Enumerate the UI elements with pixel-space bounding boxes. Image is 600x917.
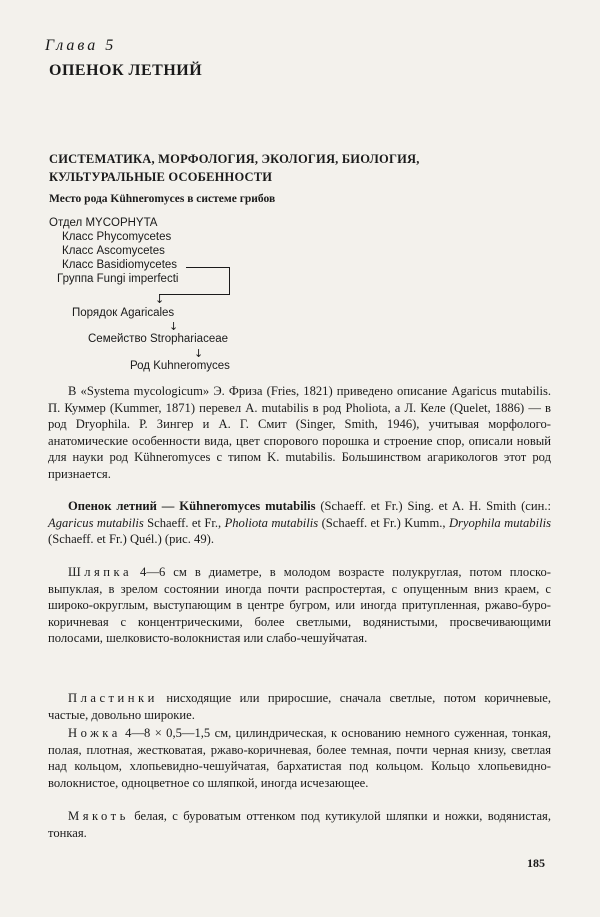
arrow-icon: ↓ bbox=[155, 293, 165, 306]
taxon-class-ascomycetes: Класс Ascomycetes bbox=[62, 245, 165, 257]
taxon-order: Порядок Agaricales bbox=[72, 307, 175, 319]
paragraph-flesh: Мякоть белая, с буроватым оттенком под кутикулой шляпки и ножки, водянистая, тонкая. bbox=[48, 809, 551, 840]
bracket-vertical-line bbox=[229, 267, 230, 295]
bracket-bottom-line bbox=[159, 294, 230, 295]
paragraph-cap: Шляпка 4—6 см в диаметре, в молодом возрасте полукруглая, потом плоско-выпуклая, в зрелом состоянии иногда почти распростертая, с опущенным вниз краем, с широко-округлым, выступающим в центре бугром, или иногда притупленная, ржаво-буро-коричневая с концентрическими, более светлыми, водянистыми, просвечивающими полосами, шелковисто-волокнистая или слабо-чешуйчатая. bbox=[48, 565, 551, 645]
arrow-icon: ↓ bbox=[194, 347, 204, 360]
taxon-class-basidiomycetes: Класс Basidiomycetes bbox=[62, 259, 178, 271]
bracket-top-line bbox=[186, 267, 230, 268]
page-number: 185 bbox=[527, 856, 545, 870]
taxon-group-fungi-imperfecti: Группа Fungi imperfecti bbox=[57, 273, 179, 285]
species-name: Опенок летний — Kühneromyces mutabilis bbox=[68, 499, 316, 513]
section-title: СИСТЕМАТИКА, МОРФОЛОГИЯ, ЭКОЛОГИЯ, БИОЛОГИЯ, КУЛЬТУРАЛЬНЫЕ ОСОБЕННОСТИ bbox=[49, 152, 420, 184]
taxon-family: Семейство Strophariaceae bbox=[88, 333, 229, 345]
arrow-icon: ↓ bbox=[169, 320, 179, 333]
paragraph-history: В «Systema mycologicum» Э. Фриза (Fries, 1821) приведено описание Agaricus mutabilis. П. Куммер (Kummer, 1871) перевел A. mutabilis в род Pholiota, а Л. Келе (Quelet, 1886) — в род Dryophila. Р. Зингер и А. Г. Смит (Singer, Smith, 1946), учитывая морфолого-анатомические особенности вида, цвет спорового порошка и строение спор, описали новый для науки род Kühneromyces с типом K. mutabilis. Большинством агарикологов этот род признается. bbox=[48, 384, 551, 481]
term-gills: Пластинки bbox=[68, 691, 158, 705]
taxon-genus: Род Kuhneromyces bbox=[130, 360, 230, 372]
chapter-label: Глава 5 bbox=[45, 37, 117, 54]
term-flesh: Мякоть bbox=[68, 809, 129, 823]
subsection-title: Место рода Kühneromyces в системе грибов bbox=[49, 193, 276, 205]
taxon-division: Отдел MYCOPHYTA bbox=[49, 217, 158, 229]
paragraph-nomenclature: Опенок летний — Kühneromyces mutabilis (Schaeff. et Fr.) Sing. et A. H. Smith (син.: Agaricus mutabilis Schaeff. et Fr., Pholiota mutabilis (Schaeff. et Fr.) Kumm., Dryophila mutabilis (Schaeff. et Fr.) Quél.) (рис. 49). bbox=[48, 499, 552, 546]
chapter-title: ОПЕНОК ЛЕТНИЙ bbox=[49, 62, 203, 79]
taxon-class-phycomycetes: Класс Phycomycetes bbox=[62, 231, 172, 243]
term-cap: Шляпка bbox=[68, 565, 133, 579]
paragraph-stem: Ножка 4—8 × 0,5—1,5 см, цилиндрическая, к основанию немного суженная, тонкая, полая, плотная, жестковатая, ржаво-коричневая, более темная, почти черная книзу, светлая над кольцом, хлопьевидно-чешуйчатая, бархатистая под кольцом. Кольцо хлопьевидно-волокнистое, одноцветное со шляпкой, иногда исчезающее. bbox=[48, 726, 551, 790]
paragraph-gills: Пластинки нисходящие или приросшие, сначала светлые, потом коричневые, частые, довольно широкие. bbox=[48, 691, 551, 722]
term-stem: Ножка bbox=[68, 726, 121, 740]
